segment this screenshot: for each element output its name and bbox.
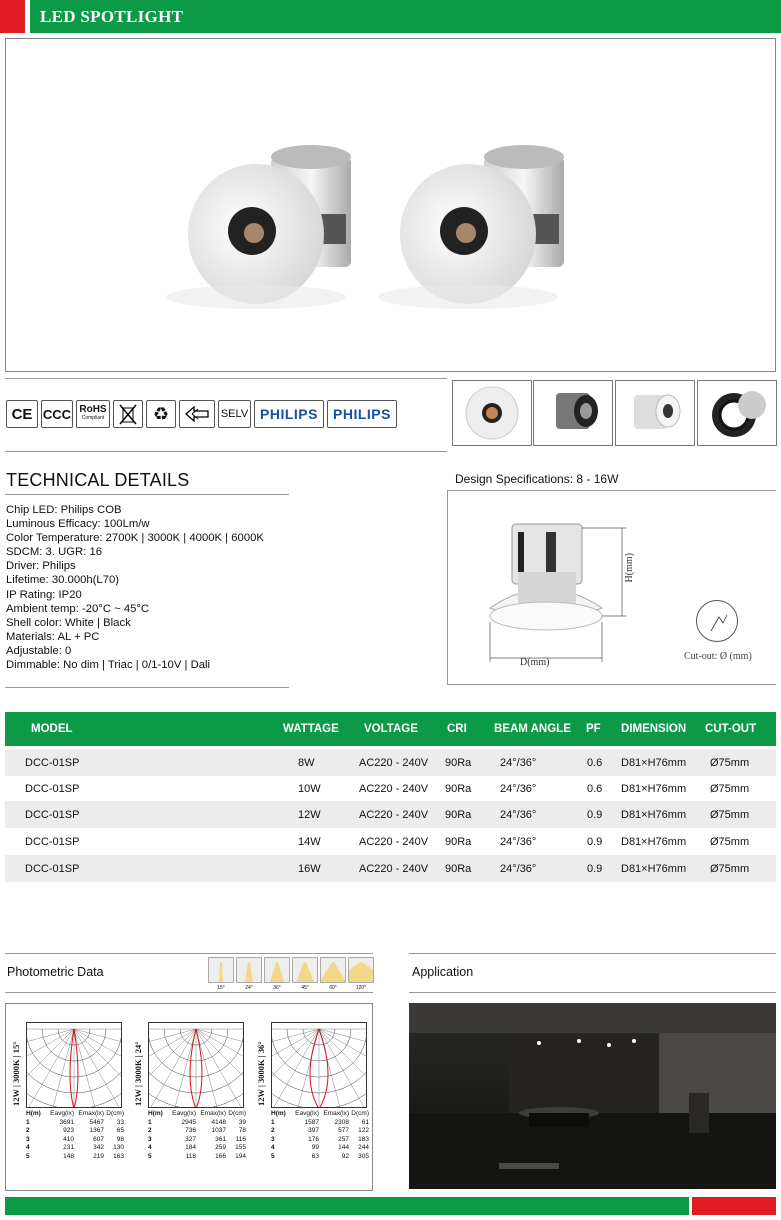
table-row: 3 176 257 183 [271,1135,369,1143]
cell-cri: 90Ra [445,756,472,769]
cell-cutout: Ø75mm [710,756,750,769]
table-row: 1 2945 4148 39 [148,1118,246,1126]
cell-pf: 0.6 [587,782,603,795]
table-row: 2 397 577 122 [271,1127,369,1135]
spotlight-left [166,145,351,309]
emc-icon [179,400,215,428]
cell-voltage: AC220 - 240V [359,808,429,821]
cell-beam-angle: 24°/36° [500,808,537,821]
table-row [5,801,776,828]
rohs-icon: RoHS Compliant [76,400,110,428]
col-cutout: CUT-OUT [705,723,757,735]
cell-wattage: 14W [298,835,321,848]
col-cri: CRI [447,723,467,735]
spec-item: Luminous Efficacy: 100Lm/w [6,518,150,531]
table-header-row: H(m) Eavg(lx) Emax(lx) D(cm) [26,1110,124,1117]
table-row: 3 410 607 98 [26,1135,124,1143]
selv-icon: SELV [218,400,251,428]
technical-details-heading: TECHNICAL DETAILS [6,470,190,490]
cell-dimension: D81×H76mm [621,782,687,795]
divider [5,451,447,452]
d-mm-label: D(mm) [520,657,550,668]
cell-wattage: 12W [298,808,321,821]
col-voltage: VOLTAGE [364,723,418,735]
cell-pf: 0.9 [587,835,603,848]
divider [447,490,776,491]
footer-green-bar [5,1197,689,1215]
cell-dimension: D81×H76mm [621,808,687,821]
col-beam-angle: BEAM ANGLE [494,723,571,735]
footer-red-bar [692,1197,776,1215]
divider [5,953,373,954]
thumbnail-front-view [452,380,532,446]
beam-label: 45° [301,985,309,991]
philips-logo: PHILIPS [254,400,324,428]
beam-45-icon [292,957,318,983]
cell-wattage: 8W [298,756,315,769]
chart-label: 12W | 3000K | 24° [133,1041,143,1106]
beam-60-icon [320,957,346,983]
beam-36-icon [264,957,290,983]
thumbnail-rear-view [697,380,777,446]
beam-label: 15° [217,985,225,991]
beam-label: 60° [329,985,337,991]
cell-dimension: D81×H76mm [621,756,687,769]
table-row [5,855,776,882]
thumbnail-side-white [615,380,695,446]
table-row: 5 118 166 194 [148,1152,246,1160]
cell-model: DCC-01SP [25,756,80,769]
beam-label: 120° [355,985,367,991]
spec-item: Dimmable: No dim | Triac | 0/1-10V | Dali [6,659,211,672]
ce-icon: CE [6,400,38,428]
col-dimension: DIMENSION [621,723,687,735]
divider [409,992,776,993]
table-row [5,828,776,855]
photometric-table-15 [26,1110,126,1162]
beam-24-icon [236,957,262,983]
col-wattage: WATTAGE [283,723,339,735]
recycle-icon: ♻ [146,400,176,428]
product-hero-image [5,38,776,372]
table-row: 2 923 1367 65 [26,1127,124,1135]
application-photo [409,1003,776,1189]
divider [5,494,289,495]
photometric-heading: Photometric Data [7,965,104,979]
spec-item: Lifetime: 30.000h(L70) [6,574,120,587]
spec-item: SDCM: 3. UGR: 16 [6,546,103,559]
table-header [5,712,776,746]
divider [447,684,776,685]
cell-pf: 0.9 [587,808,603,821]
cell-model: DCC-01SP [25,808,80,821]
header-red-bar [0,0,25,33]
spec-item: Adjustable: 0 [6,644,72,657]
cell-dimension: D81×H76mm [621,835,687,848]
table-row: 1 1587 2308 61 [271,1118,369,1126]
table-row: 2 736 1037 78 [148,1127,246,1135]
cell-beam-angle: 24°/36° [500,782,537,795]
polar-chart-36 [271,1022,367,1108]
table-row [5,775,776,802]
divider [5,378,447,379]
thumbnail-side-black [533,380,613,446]
spec-item: Ambient temp: -20°C ~ 45°C [6,602,150,615]
beam-15-icon [208,957,234,983]
photometric-table-24 [148,1110,248,1162]
spec-item: Chip LED: Philips COB [6,504,122,516]
spec-item: Shell color: White | Black [6,616,131,629]
cell-cutout: Ø75mm [710,808,750,821]
cell-model: DCC-01SP [25,782,80,795]
spec-item: IP Rating: IP20 [6,588,82,601]
table-row: 5 148 219 163 [26,1152,124,1160]
cell-wattage: 10W [298,782,321,795]
cell-voltage: AC220 - 240V [359,756,429,769]
photometric-table-36 [271,1110,371,1162]
divider [447,490,448,684]
cutout-circle-icon [696,600,738,642]
table-header-row: H(m) Eavg(lx) Emax(lx) D(cm) [271,1110,369,1117]
cell-voltage: AC220 - 240V [359,782,429,795]
cell-beam-angle: 24°/36° [500,835,537,848]
table-row [5,749,776,776]
divider [5,992,373,993]
table-row: 4 231 342 130 [26,1144,124,1152]
beam-label: 24° [245,985,253,991]
cell-voltage: AC220 - 240V [359,862,429,875]
spec-item: Driver: Philips [6,560,76,573]
table-row: 4 184 259 155 [148,1144,246,1152]
cell-cri: 90Ra [445,782,472,795]
polar-chart-24 [148,1022,244,1108]
cell-cri: 90Ra [445,808,472,821]
cell-pf: 0.9 [587,862,603,875]
philips-logo: PHILIPS [327,400,397,428]
cell-cutout: Ø75mm [710,782,750,795]
design-spec-heading: Design Specifications: 8 - 16W [455,472,619,486]
cell-cutout: Ø75mm [710,835,750,848]
cell-model: DCC-01SP [25,835,80,848]
cell-cri: 90Ra [445,835,472,848]
spec-list [6,503,264,672]
cell-cutout: Ø75mm [710,862,750,875]
spotlight-right [378,145,564,309]
photometric-panel [5,1003,373,1191]
cell-cri: 90Ra [445,862,472,875]
table-row: 3 327 361 116 [148,1135,246,1143]
weee-bin-icon [113,400,143,428]
beam-120-icon [348,957,374,983]
divider [5,687,289,688]
table-row: 5 63 92 305 [271,1152,369,1160]
table-row: 1 3691 5467 33 [26,1118,124,1126]
ccc-icon: CCC [41,400,73,428]
cell-dimension: D81×H76mm [621,862,687,875]
col-model: MODEL [31,723,73,735]
table-row: 4 99 144 244 [271,1144,369,1152]
h-mm-label: H(mm) [624,553,635,583]
cell-pf: 0.6 [587,756,603,769]
cutout-label: Cut-out: Ø (mm) [684,651,752,662]
cell-wattage: 16W [298,862,321,875]
cell-beam-angle: 24°/36° [500,756,537,769]
chart-label: 12W | 3000K | 36° [256,1041,266,1106]
table-header-row: H(m) Eavg(lx) Emax(lx) D(cm) [148,1110,246,1117]
page-title: LED SPOTLIGHT [40,7,184,26]
spec-item: Color Temperature: 2700K | 3000K | 4000K | 6000K [6,532,264,545]
beam-label: 36° [273,985,281,991]
cell-beam-angle: 24°/36° [500,862,537,875]
col-pf: PF [586,723,601,735]
divider [409,953,776,954]
cell-model: DCC-01SP [25,862,80,875]
application-heading: Application [412,965,474,979]
chart-label: 12W | 3000K | 15° [11,1041,21,1106]
cell-voltage: AC220 - 240V [359,835,429,848]
spec-item: Materials: AL + PC [6,630,100,643]
polar-chart-15 [26,1022,122,1108]
dimension-drawing [480,510,650,675]
